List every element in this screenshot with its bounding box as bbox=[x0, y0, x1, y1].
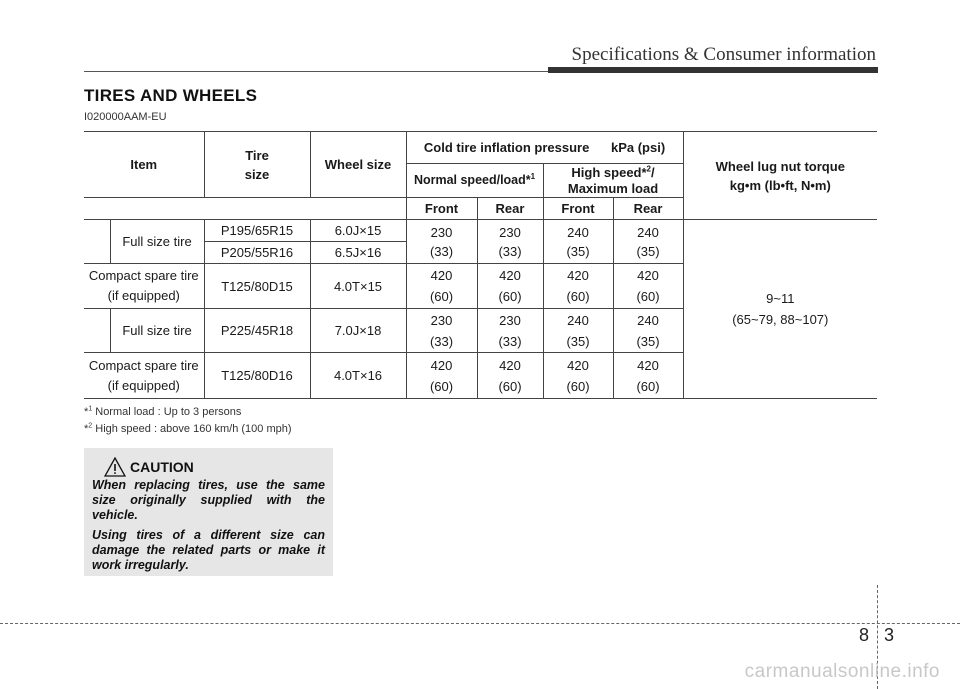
header-tire-size-line2: size bbox=[244, 166, 270, 182]
caution-box bbox=[84, 448, 333, 576]
row-normal-front: 230 (33) bbox=[406, 309, 477, 353]
row-item: Compact spare tire (if equipped) bbox=[84, 264, 204, 309]
row-normal-rear: 420 (60) bbox=[477, 264, 543, 309]
row-item: Compact spare tire (if equipped) bbox=[84, 353, 204, 399]
header-tire-size-line1: Tire bbox=[245, 147, 269, 163]
page-chapter-number: 8 bbox=[859, 625, 870, 645]
watermark: carmanualsonline.info bbox=[744, 661, 940, 682]
footer-rule bbox=[0, 623, 960, 624]
doc-code: I020000AAM-EU bbox=[84, 111, 167, 123]
row-high-rear: 240 (35) bbox=[613, 220, 683, 264]
row-wheel-size: 6.5J×16 bbox=[310, 242, 406, 264]
caution-header bbox=[104, 456, 325, 478]
row-normal-rear: 230 (33) bbox=[477, 220, 543, 264]
row-high-front: 420 (60) bbox=[543, 353, 613, 399]
header-cold-pressure: Cold tire inflation pressure kPa (psi) bbox=[406, 132, 683, 164]
row-high-rear: 420 (60) bbox=[613, 353, 683, 399]
header-lug-torque bbox=[683, 132, 877, 220]
header-item: Item bbox=[84, 132, 204, 198]
row-indent bbox=[84, 309, 110, 353]
row-normal-front: 420 (60) bbox=[406, 353, 477, 399]
row-normal-rear: 420 (60) bbox=[477, 353, 543, 399]
page-number: 3 bbox=[884, 625, 895, 645]
row-wheel-size: 4.0T×15 bbox=[310, 264, 406, 309]
row-tire-size: T125/80D16 bbox=[204, 353, 310, 399]
row-wheel-size: 6.0J×15 bbox=[310, 220, 406, 242]
row-wheel-size: 7.0J×18 bbox=[310, 309, 406, 353]
row-tire-size: P225/45R18 bbox=[204, 309, 310, 353]
row-tire-size: T125/80D15 bbox=[204, 264, 310, 309]
header-rear-high: Rear bbox=[613, 198, 683, 220]
row-high-front: 240 (35) bbox=[543, 309, 613, 353]
header-front-normal: Front bbox=[406, 198, 477, 220]
caution-title: CAUTION bbox=[130, 459, 194, 475]
header-rule-accent bbox=[548, 67, 878, 73]
caution-paragraph-1: When replacing tires, use the same size originally supplied with the vehicle. bbox=[92, 478, 325, 522]
row-item: Full size tire bbox=[110, 220, 204, 264]
tire-spec-table bbox=[84, 131, 877, 399]
footnote-high-speed: *$^2$ High speed : above 160 km/h (100 mph) bbox=[84, 422, 292, 435]
header-rear-normal: Rear bbox=[477, 198, 543, 220]
caution-paragraph-2: Using tires of a different size can damage the related parts or make it work irregularly. bbox=[92, 528, 325, 572]
row-tire-size: P195/65R15 bbox=[204, 220, 310, 242]
row-high-front: 420 (60) bbox=[543, 264, 613, 309]
footnote-normal-load: *$^1$ Normal load : Up to 3 persons bbox=[84, 405, 242, 418]
table-row bbox=[84, 220, 877, 242]
header-title: Specifications & Consumer information bbox=[571, 44, 876, 65]
row-wheel-size: 4.0T×16 bbox=[310, 353, 406, 399]
section-title: TIRES AND WHEELS bbox=[84, 86, 258, 105]
row-item: Full size tire bbox=[110, 309, 204, 353]
header-high-speed: High speed*$^2$/ Maximum load bbox=[543, 164, 683, 198]
warning-triangle-icon bbox=[104, 457, 126, 477]
row-normal-front: 420 (60) bbox=[406, 264, 477, 309]
row-lug-torque: 9~11 (65~79, 88~107) bbox=[683, 220, 877, 399]
header-tire-size bbox=[204, 132, 310, 198]
row-normal-front: 230 (33) bbox=[406, 220, 477, 264]
row-high-rear: 420 (60) bbox=[613, 264, 683, 309]
header-normal-speed: Normal speed/load*$^1$ bbox=[406, 164, 543, 198]
row-normal-rear: 230 (33) bbox=[477, 309, 543, 353]
row-high-front: 240 (35) bbox=[543, 220, 613, 264]
header-front-high: Front bbox=[543, 198, 613, 220]
header-wheel-size: Wheel size bbox=[310, 132, 406, 198]
row-tire-size: P205/55R16 bbox=[204, 242, 310, 264]
header-lug-torque-line1: Wheel lug nut torque bbox=[715, 158, 845, 174]
header-blank bbox=[84, 198, 406, 220]
header-lug-torque-line2: kg•m (lb•ft, N•m) bbox=[729, 177, 831, 193]
row-indent bbox=[84, 220, 110, 264]
row-high-rear: 240 (35) bbox=[613, 309, 683, 353]
